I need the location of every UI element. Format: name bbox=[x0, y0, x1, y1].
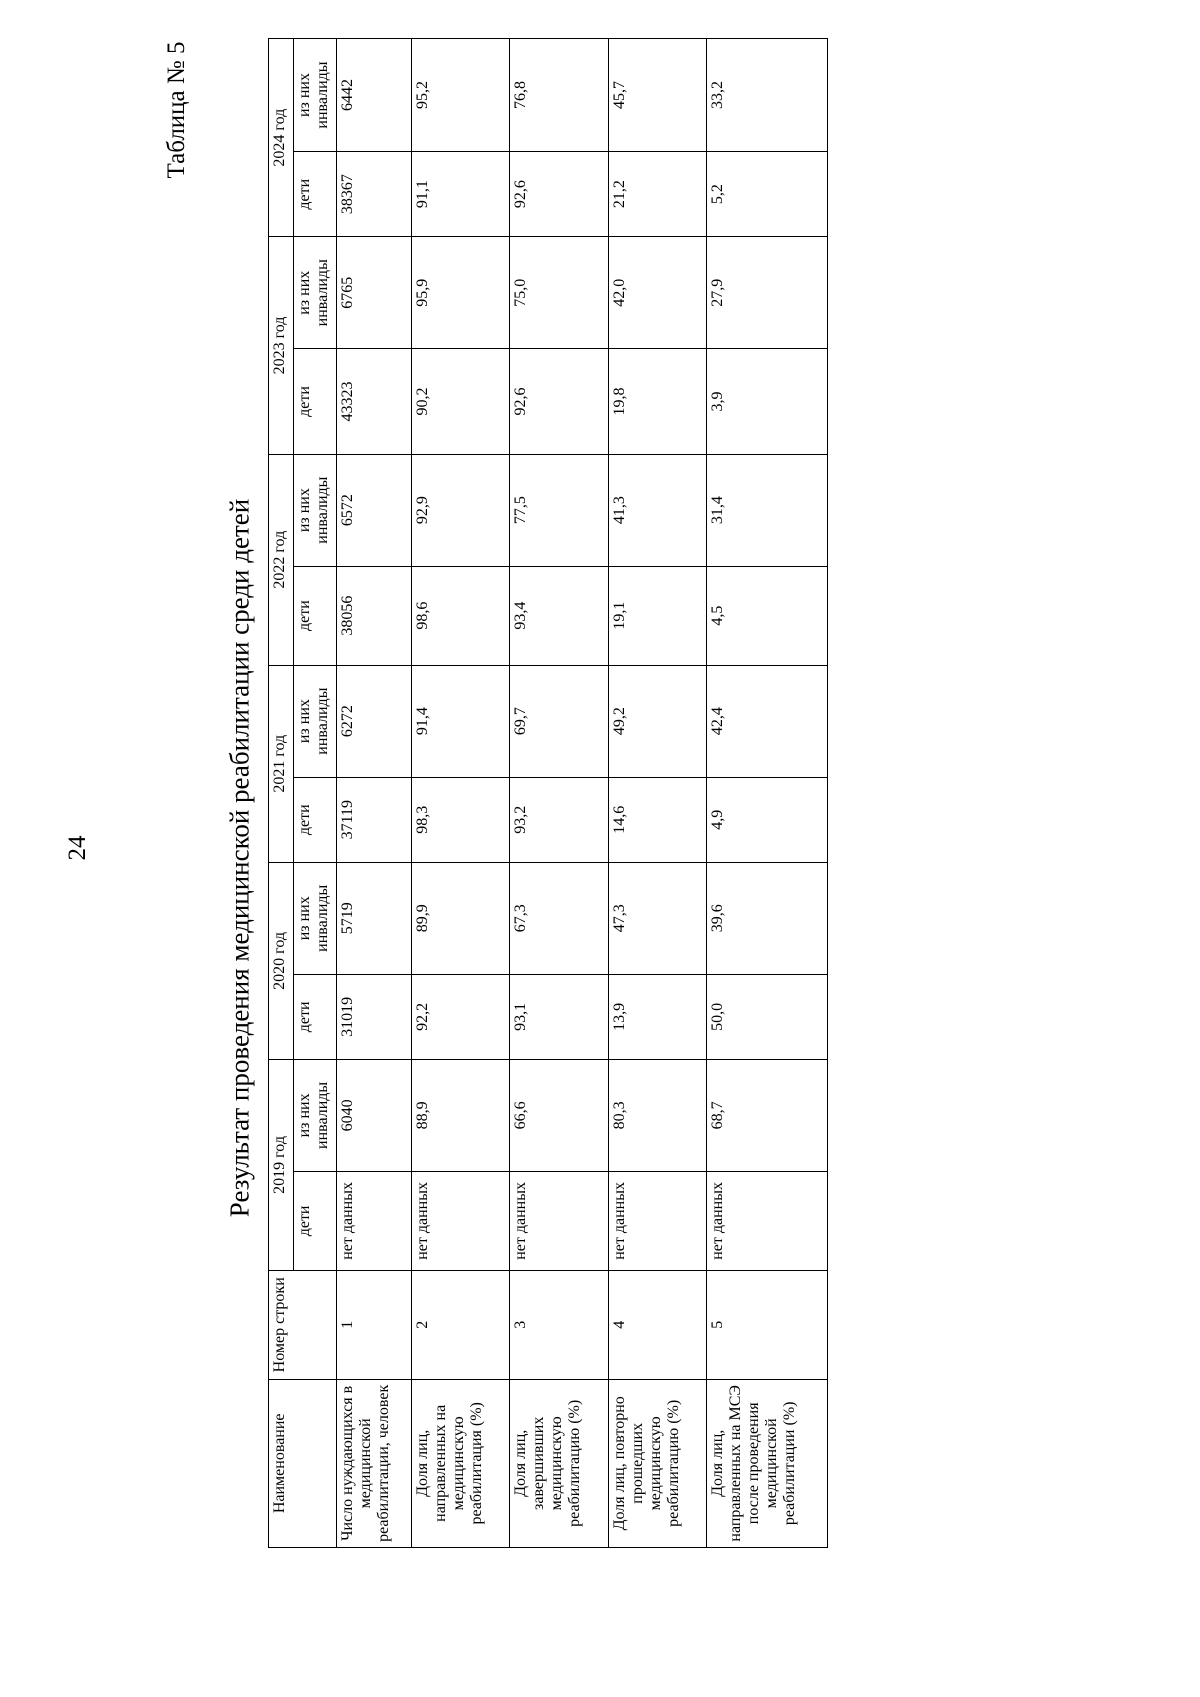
header-children: дети bbox=[294, 349, 337, 455]
cell-value: 14,6 bbox=[608, 777, 706, 862]
cell-value: 4,5 bbox=[706, 566, 827, 665]
cell-value: нет данных bbox=[510, 1171, 608, 1270]
header-year: 2020 год bbox=[269, 862, 294, 1059]
rehabilitation-table-container bbox=[268, 38, 828, 1548]
cell-value: 49,2 bbox=[608, 665, 706, 777]
table-label: Таблица № 5 bbox=[163, 41, 190, 179]
cell-value: 6442 bbox=[337, 39, 412, 152]
cell-value: 13,9 bbox=[608, 974, 706, 1059]
cell-value: 92,6 bbox=[510, 349, 608, 455]
cell-value: 93,1 bbox=[510, 974, 608, 1059]
row-name: Доля лиц, завершивших медицинскую реабилитацию (%) bbox=[510, 1379, 608, 1547]
cell-value: 3,9 bbox=[706, 349, 827, 455]
header-disabled: из них инвалиды bbox=[294, 454, 337, 566]
page-number: 24 bbox=[64, 835, 91, 861]
cell-value: 92,9 bbox=[412, 454, 510, 566]
cell-value: 92,2 bbox=[412, 974, 510, 1059]
cell-value: 88,9 bbox=[412, 1059, 510, 1171]
cell-value: 19,1 bbox=[608, 566, 706, 665]
header-disabled: из них инвалиды bbox=[294, 1059, 337, 1171]
cell-value: 38056 bbox=[337, 566, 412, 665]
cell-value: 27,9 bbox=[706, 237, 827, 349]
cell-value: 42,4 bbox=[706, 665, 827, 777]
header-year: 2022 год bbox=[269, 454, 294, 665]
cell-value: 98,3 bbox=[412, 777, 510, 862]
cell-value: 95,2 bbox=[412, 39, 510, 152]
row-name: Доля лиц, направленных на МСЭ после проведения медицинской реабилитации (%) bbox=[706, 1379, 827, 1547]
cell-value: 37119 bbox=[337, 777, 412, 862]
header-disabled: из них инвалиды bbox=[294, 237, 337, 349]
table-row bbox=[608, 39, 706, 1548]
header-children: дети bbox=[294, 974, 337, 1059]
row-number: 4 bbox=[608, 1270, 706, 1379]
cell-value: 45,7 bbox=[608, 39, 706, 152]
cell-value: 42,0 bbox=[608, 237, 706, 349]
header-disabled: из них инвалиды bbox=[294, 862, 337, 974]
cell-value: 93,2 bbox=[510, 777, 608, 862]
cell-value: нет данных bbox=[412, 1171, 510, 1270]
cell-value: нет данных bbox=[608, 1171, 706, 1270]
row-name: Число нуждающихся в медицинской реабилитации, человек bbox=[337, 1379, 412, 1547]
cell-value: 67,3 bbox=[510, 862, 608, 974]
row-number: 5 bbox=[706, 1270, 827, 1379]
row-number: 2 bbox=[412, 1270, 510, 1379]
header-children: дети bbox=[294, 1171, 337, 1270]
cell-value: 75,0 bbox=[510, 237, 608, 349]
rehabilitation-table bbox=[268, 38, 828, 1548]
header-year: 2021 год bbox=[269, 665, 294, 862]
cell-value: 68,7 bbox=[706, 1059, 827, 1171]
header-year: 2023 год bbox=[269, 237, 294, 454]
cell-value: 93,4 bbox=[510, 566, 608, 665]
cell-value: 31,4 bbox=[706, 454, 827, 566]
cell-value: 6765 bbox=[337, 237, 412, 349]
cell-value: 43323 bbox=[337, 349, 412, 455]
table-row bbox=[510, 39, 608, 1548]
cell-value: 91,4 bbox=[412, 665, 510, 777]
cell-value: 5719 bbox=[337, 862, 412, 974]
cell-value: 6272 bbox=[337, 665, 412, 777]
cell-value: 33,2 bbox=[706, 39, 827, 152]
row-name: Доля лиц, направленных на медицинскую реабилитация (%) bbox=[412, 1379, 510, 1547]
cell-value: 6572 bbox=[337, 454, 412, 566]
cell-value: 19,8 bbox=[608, 349, 706, 455]
cell-value: 21,2 bbox=[608, 152, 706, 237]
row-number: 1 bbox=[337, 1270, 412, 1379]
cell-value: 4,9 bbox=[706, 777, 827, 862]
cell-value: 80,3 bbox=[608, 1059, 706, 1171]
cell-value: 41,3 bbox=[608, 454, 706, 566]
cell-value: 91,1 bbox=[412, 152, 510, 237]
document-title: Результат проведения медицинской реабилитации среди детей bbox=[224, 498, 255, 1218]
cell-value: 90,2 bbox=[412, 349, 510, 455]
cell-value: 50,0 bbox=[706, 974, 827, 1059]
cell-value: 47,3 bbox=[608, 862, 706, 974]
cell-value: 69,7 bbox=[510, 665, 608, 777]
row-name: Доля лиц, повторно прошедших медицинскую реабилитацию (%) bbox=[608, 1379, 706, 1547]
header-year: 2024 год bbox=[269, 39, 294, 237]
cell-value: 38367 bbox=[337, 152, 412, 237]
cell-value: 92,6 bbox=[510, 152, 608, 237]
header-children: дети bbox=[294, 566, 337, 665]
row-number: 3 bbox=[510, 1270, 608, 1379]
cell-value: 95,9 bbox=[412, 237, 510, 349]
cell-value: 6040 bbox=[337, 1059, 412, 1171]
cell-value: 77,5 bbox=[510, 454, 608, 566]
cell-value: нет данных bbox=[337, 1171, 412, 1270]
header-children: дети bbox=[294, 152, 337, 237]
header-year: 2019 год bbox=[269, 1059, 294, 1270]
header-name: Наименование bbox=[269, 1379, 337, 1547]
cell-value: 39,6 bbox=[706, 862, 827, 974]
header-disabled: из них инвалиды bbox=[294, 665, 337, 777]
table-row bbox=[412, 39, 510, 1548]
cell-value: 5,2 bbox=[706, 152, 827, 237]
cell-value: 89,9 bbox=[412, 862, 510, 974]
header-children: дети bbox=[294, 777, 337, 862]
header-disabled: из них инвалиды bbox=[294, 39, 337, 152]
cell-value: нет данных bbox=[706, 1171, 827, 1270]
table-row bbox=[706, 39, 827, 1548]
header-row-number: Номер строки bbox=[269, 1270, 337, 1379]
table-row bbox=[337, 39, 412, 1548]
cell-value: 31019 bbox=[337, 974, 412, 1059]
cell-value: 66,6 bbox=[510, 1059, 608, 1171]
cell-value: 76,8 bbox=[510, 39, 608, 152]
cell-value: 98,6 bbox=[412, 566, 510, 665]
